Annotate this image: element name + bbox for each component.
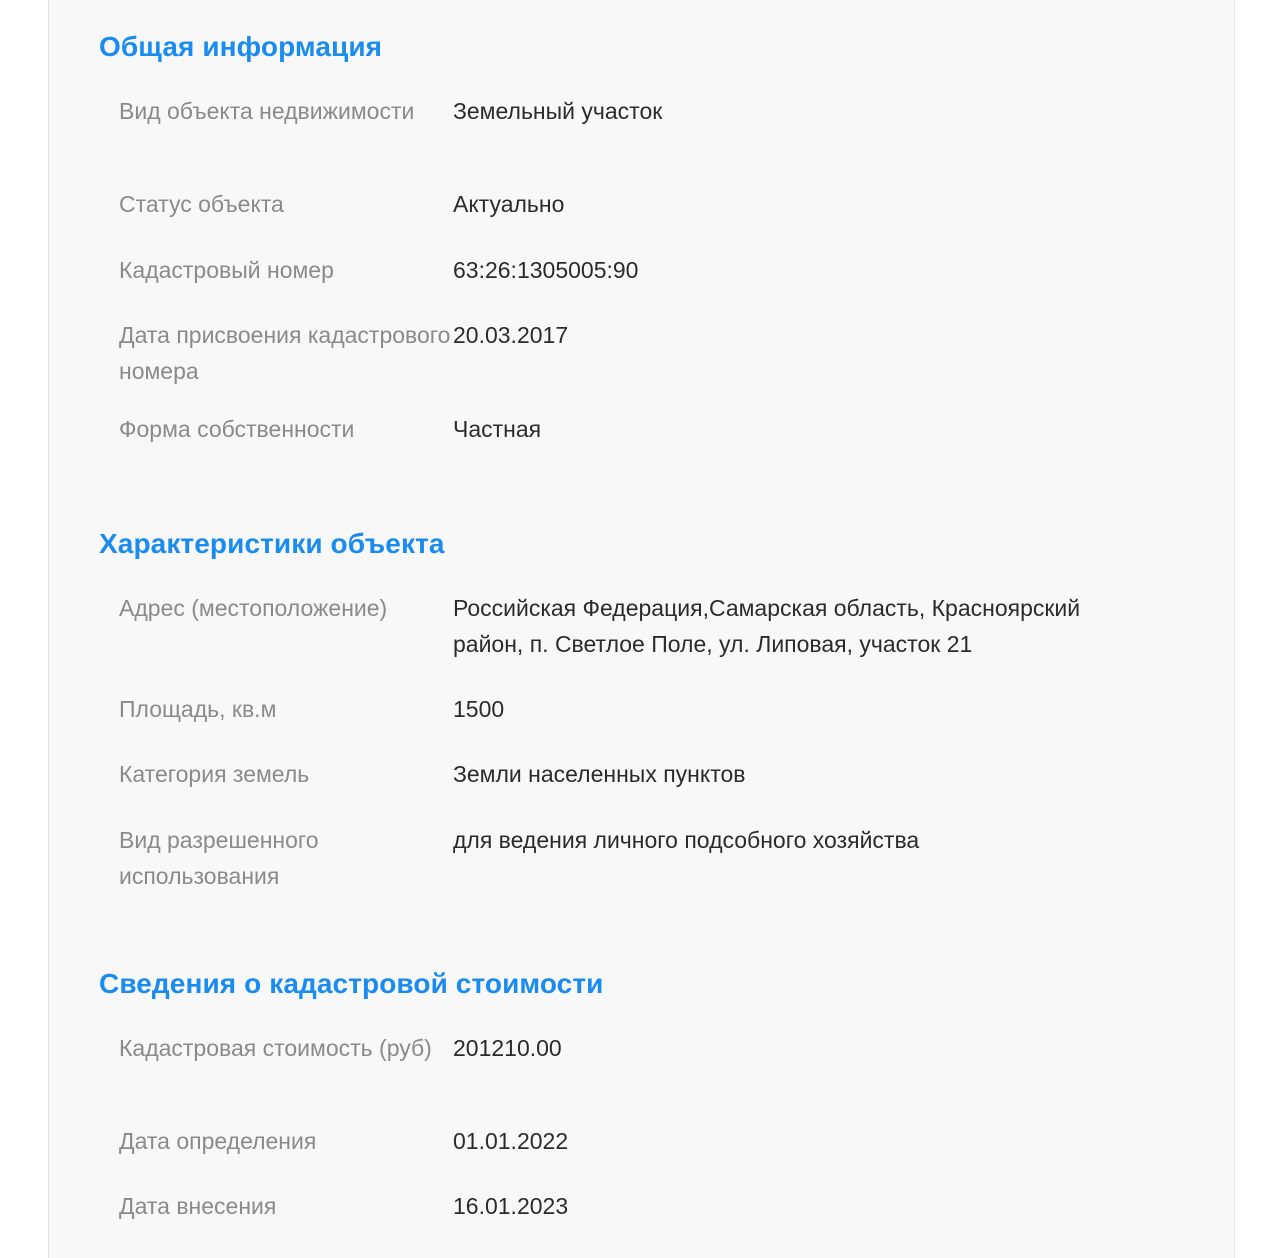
info-value: 63:26:1305005:90 <box>453 257 639 283</box>
section-title-cadastral-value: Сведения о кадастровой стоимости <box>99 968 604 999</box>
info-row-land-category <box>119 756 1179 792</box>
info-row-permitted-use <box>119 822 1179 894</box>
info-row-ownership-form <box>119 411 1179 447</box>
info-value: Частная <box>453 416 542 442</box>
info-label: Кадастровая стоимость (руб) <box>119 1035 432 1061</box>
info-label: Статус объекта <box>119 191 284 217</box>
info-label: Дата присвоения кадастрового номера <box>119 322 451 384</box>
info-row-cadastral-value <box>119 1030 1179 1066</box>
section-title-characteristics: Характеристики объекта <box>99 528 445 559</box>
info-row-object-status <box>119 186 1179 222</box>
info-label: Вид разрешенного использования <box>119 827 319 889</box>
info-label: Форма собственности <box>119 416 355 442</box>
info-row-area <box>119 691 1179 727</box>
info-value: для ведения личного подсобного хозяйства <box>453 827 920 853</box>
section-characteristics <box>99 527 1179 561</box>
info-row-determination-date <box>119 1123 1179 1159</box>
section-title-general-info: Общая информация <box>99 31 383 62</box>
info-value: 16.01.2023 <box>453 1193 569 1219</box>
info-value: 1500 <box>453 696 505 722</box>
info-label: Дата определения <box>119 1128 317 1154</box>
info-row-cadastral-number <box>119 252 1179 288</box>
section-cadastral-value <box>99 967 1179 1001</box>
info-label: Адрес (местоположение) <box>119 595 388 621</box>
info-value: Актуально <box>453 191 565 217</box>
info-row-object-type <box>119 93 1179 129</box>
info-value: Земли населенных пунктов <box>453 761 746 787</box>
info-row-assignment-date <box>119 317 1179 389</box>
info-value: 201210.00 <box>453 1035 562 1061</box>
info-label: Дата внесения <box>119 1193 277 1219</box>
info-label: Кадастровый номер <box>119 257 334 283</box>
info-value: Российская Федерация,Самарская область, Красноярский район, п. Светлое Поле, ул. Липовая, участок 21 <box>453 595 1081 657</box>
info-label: Площадь, кв.м <box>119 696 277 722</box>
info-label: Вид объекта недвижимости <box>119 98 415 124</box>
info-value: Земельный участок <box>453 98 663 124</box>
info-value: 01.01.2022 <box>453 1128 569 1154</box>
info-value: 20.03.2017 <box>453 322 569 348</box>
info-label: Категория земель <box>119 761 310 787</box>
info-row-address <box>119 590 1179 662</box>
object-info-panel <box>48 0 1235 1258</box>
section-general-info <box>99 30 1179 64</box>
info-row-entry-date <box>119 1188 1179 1224</box>
